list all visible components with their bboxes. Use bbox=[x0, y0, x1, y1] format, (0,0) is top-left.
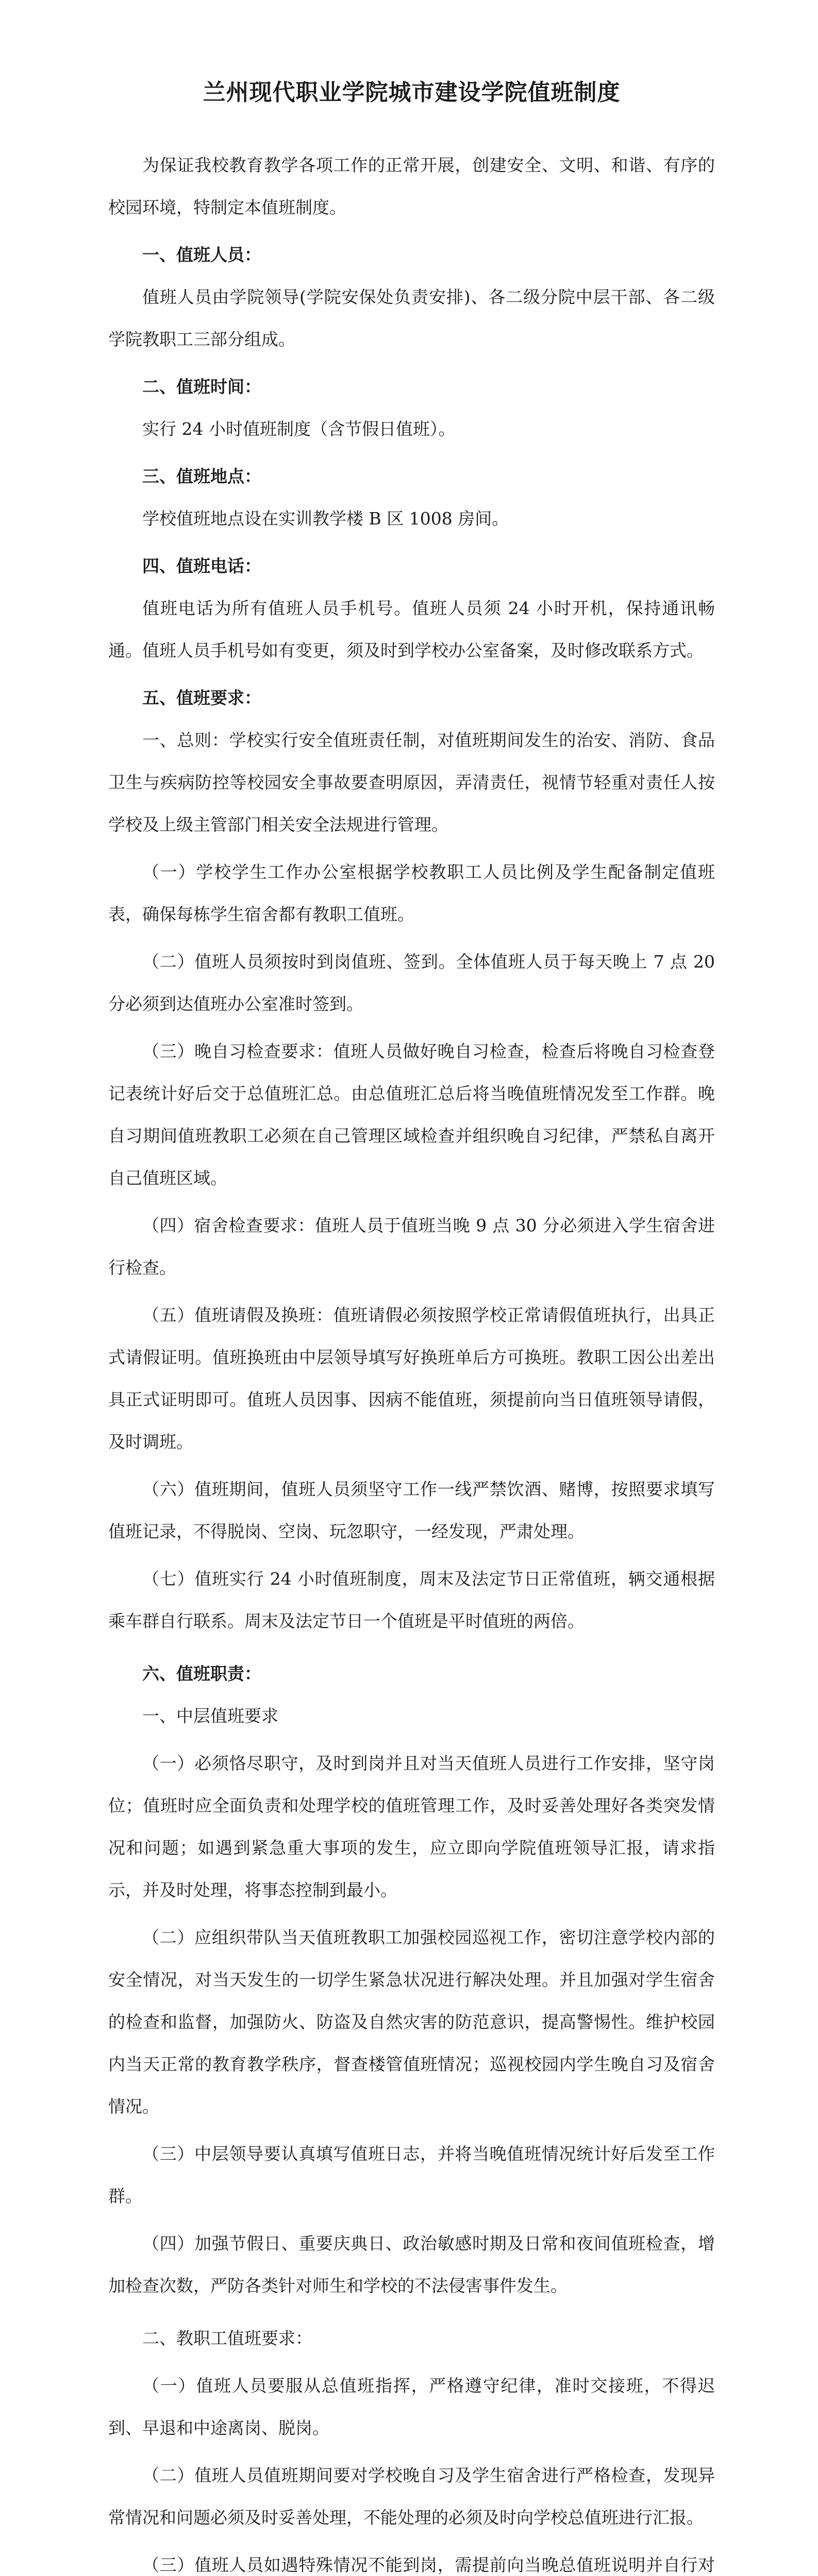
section-5-item: （三）晚自习检查要求：值班人员做好晚自习检查，检查后将晚自习检查登记表统计好后交于总值班汇总。由总值班汇总后将当晚值班情况发至工作群。晚自习期间值班教职工必须在自己管理区域检查并组织晚自习纪律，严禁私自离开自己值班区域。 bbox=[108, 1041, 715, 1188]
section-1-text: 值班人员由学院领导(学院安保处负责安排)、各二级分院中层干部、各二级学院教职工三部分组成。 bbox=[108, 287, 715, 349]
section-6-sub-1-item: （二）应组织带队当天值班教职工加强校园巡视工作，密切注意学校内部的安全情况，对当天发生的一切学生紧急状况进行解决处理。并且加强对学生宿舍的检查和监督，加强防火、防盗及自然灾害的防范意识，提高警惕性。维护校园内当天正常的教育教学秩序，督查楼管值班情况；巡视校园内学生晚自习及宿舍情况。 bbox=[108, 1927, 715, 2116]
section-1-heading: 一、值班人员： bbox=[142, 245, 261, 265]
section-5-item: （四）宿舍检查要求：值班人员于值班当晚 9 点 30 分必须进入学生宿舍进行检查。 bbox=[108, 1215, 715, 1278]
section-6-sub-2-item: （三）值班人员如遇特殊情况不能到岗，需提前向当晚总值班说明并自行对 bbox=[142, 2555, 715, 2575]
document-title: 兰州现代职业学院城市建设学院值班制度 bbox=[203, 79, 621, 106]
section-6-sub-1-item: （一）必须恪尽职守，及时到岗并且对当天值班人员进行工作安排，坚守岗位；值班时应全面负责和处理学校的值班管理工作，及时妥善处理好各类突发情况和问题；如遇到紧急重大事项的发生，应立即向学院值班领导汇报，请求指示，并及时处理，将事态控制到最小。 bbox=[108, 1753, 715, 1900]
section-5-item: （一）学校学生工作办公室根据学校教职工人员比例及学生配备制定值班表，确保每栋学生宿舍都有教职工值班。 bbox=[108, 862, 715, 924]
section-5-item: （五）值班请假及换班：值班请假必须按照学校正常请假值班执行，出具正式请假证明。值班换班由中层领导填写好换班单后方可换班。教职工因公出差出具正式证明即可。值班人员因事、因病不能值班，须提前向当日值班领导请假，及时调班。 bbox=[108, 1305, 715, 1452]
section-4-text: 值班电话为所有值班人员手机号。值班人员须 24 小时开机，保持通讯畅通。值班人员手机号如有变更，须及时到学校办公室备案，及时修改联系方式。 bbox=[108, 598, 715, 660]
section-6-sub-1-heading: 一、中层值班要求 bbox=[142, 1706, 278, 1726]
section-2-heading: 二、值班时间： bbox=[142, 377, 261, 397]
section-6-sub-2-item: （二）值班人员值班期间要对学校晚自习及学生宿舍进行严格检查，发现异常情况和问题必须及时妥善处理，不能处理的必须及时向学校总值班进行汇报。 bbox=[108, 2465, 715, 2528]
section-3-text: 学校值班地点设在实训教学楼 B 区 1008 房间。 bbox=[142, 509, 509, 529]
section-3-heading: 三、值班地点： bbox=[142, 466, 261, 486]
section-5-item: （六）值班期间，值班人员须坚守工作一线严禁饮酒、赌博，按照要求填写值班记录，不得脱岗、空岗、玩忽职守，一经发现，严肃处理。 bbox=[108, 1479, 715, 1541]
section-6-sub-2-item: （一）值班人员要服从总值班指挥，严格遵守纪律，准时交接班，不得迟到、早退和中途离岗、脱岗。 bbox=[108, 2376, 715, 2438]
section-5-item: 一、总则：学校实行安全值班责任制，对值班期间发生的治安、消防、食品卫生与疾病防控等校园安全事故要查明原因，弄清责任，视情节轻重对责任人按学校及上级主管部门相关安全法规进行管理。 bbox=[108, 730, 715, 835]
section-6-heading: 六、值班职责： bbox=[142, 1664, 261, 1684]
section-5-heading: 五、值班要求： bbox=[142, 688, 261, 708]
section-2-text: 实行 24 小时值班制度（含节假日值班）。 bbox=[142, 419, 456, 439]
intro-paragraph: 为保证我校教育教学各项工作的正常开展，创建安全、文明、和谐、有序的校园环境，特制定本值班制度。 bbox=[108, 155, 715, 217]
section-6-sub-2-heading: 二、教职工值班要求： bbox=[142, 2328, 312, 2348]
section-4-heading: 四、值班电话： bbox=[142, 556, 261, 576]
section-5-item: （二）值班人员须按时到岗值班、签到。全体值班人员于每天晚上 7 点 20 分必须到达值班办公室准时签到。 bbox=[108, 952, 715, 1014]
section-5-item: （七）值班实行 24 小时值班制度，周末及法定节日正常值班，辆交通根据乘车群自行联系。周末及法定节日一个值班是平时值班的两倍。 bbox=[108, 1569, 715, 1631]
section-6-sub-1-item: （四）加强节假日、重要庆典日、政治敏感时期及日常和夜间值班检查，增加检查次数，严防各类针对师生和学校的不法侵害事件发生。 bbox=[108, 2233, 715, 2296]
section-6-sub-1-item: （三）中层领导要认真填写值班日志，并将当晚值班情况统计好后发至工作群。 bbox=[108, 2144, 715, 2206]
